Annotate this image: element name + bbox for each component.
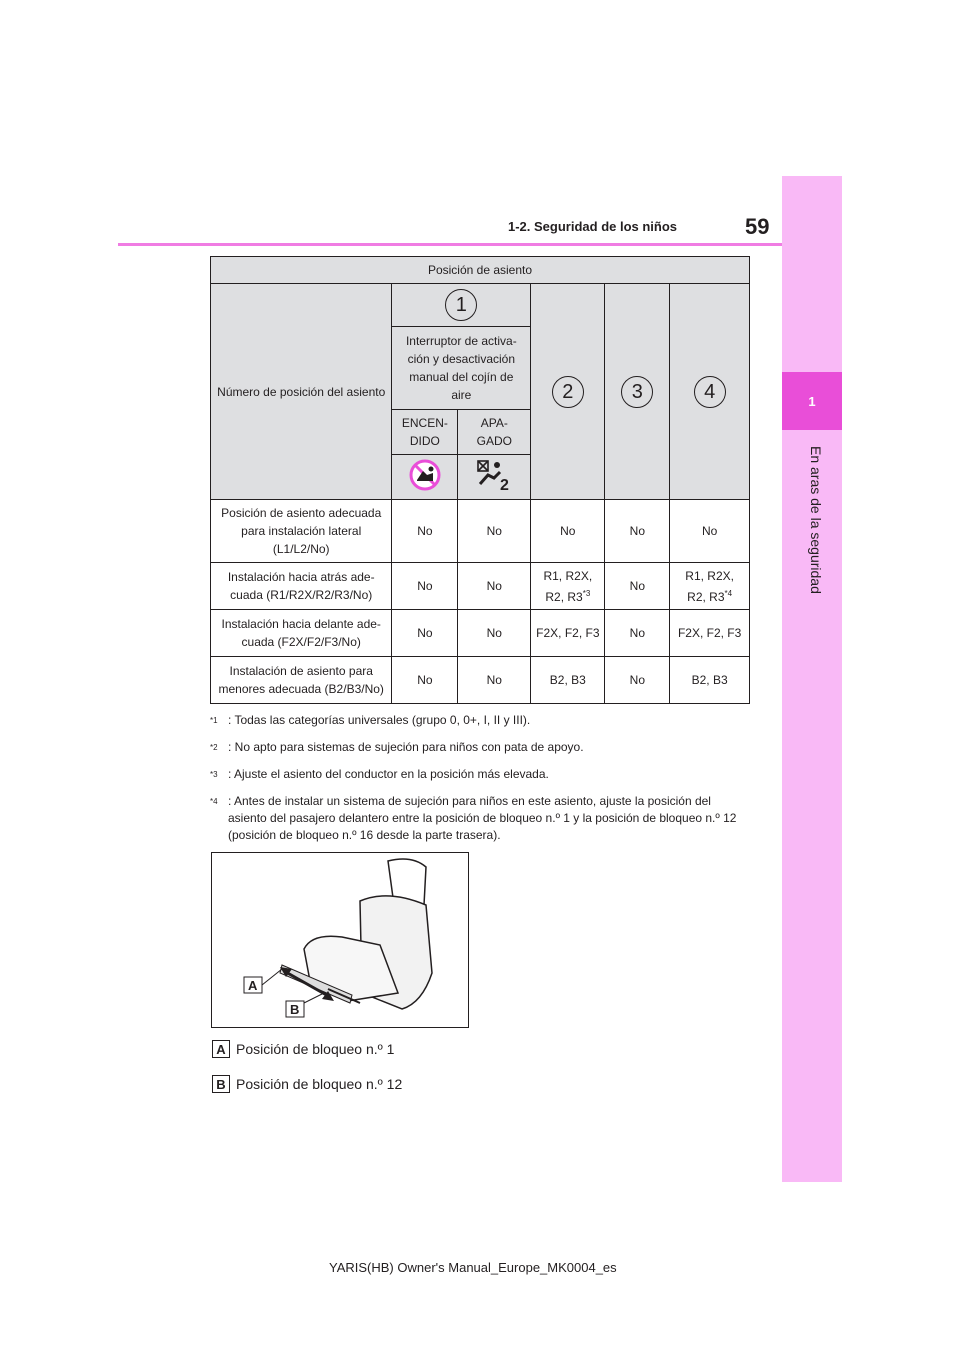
page-footer: YARIS(HB) Owner's Manual_Europe_MK0004_es bbox=[329, 1260, 617, 1275]
cell-text: R2, R3 bbox=[687, 589, 725, 604]
header-divider bbox=[118, 243, 782, 246]
cell-text: R2, R3 bbox=[545, 589, 583, 604]
airbag-switch-line-3: manual del cojín de bbox=[409, 370, 514, 384]
airbag-switch-line-2: ción y desactivación bbox=[407, 352, 516, 366]
table-cell: No bbox=[605, 657, 670, 704]
row-label-line: menores adecuada (B2/B3/No) bbox=[218, 682, 384, 696]
footnote-1 bbox=[210, 712, 750, 733]
airbag-on-icon-cell bbox=[392, 455, 458, 500]
row-label-line: Instalación hacia atrás ade- bbox=[227, 570, 375, 584]
position-2-icon: 2 bbox=[552, 376, 584, 408]
table-cell: No bbox=[605, 563, 670, 610]
footnote-text: : No apto para sistemas de sujeción para niños con pata de apoyo. bbox=[228, 740, 584, 754]
row-label-line: Posición de asiento adecuada bbox=[221, 506, 382, 520]
position-3-icon: 3 bbox=[621, 376, 653, 408]
chapter-title: En aras de la seguridad bbox=[808, 446, 824, 594]
footnote-4 bbox=[210, 793, 750, 844]
table-cell: F2X, F2, F3 bbox=[670, 610, 750, 657]
figure-label-b: B bbox=[290, 1002, 300, 1017]
airbag-on-icon bbox=[407, 459, 443, 491]
table-cell: No bbox=[605, 500, 670, 563]
footnote-mark: *3 bbox=[210, 770, 218, 779]
switch-off-line-2: GADO bbox=[476, 434, 512, 448]
switch-on-line-2: DIDO bbox=[409, 434, 440, 448]
legend-item-a bbox=[212, 1040, 394, 1058]
footnote-text: : Todas las categorías universales (grupo 0, 0+, I, II y III). bbox=[228, 713, 531, 727]
legend-key-b: B bbox=[212, 1075, 230, 1093]
position-1-icon: 1 bbox=[445, 289, 477, 321]
seat-position-table bbox=[210, 256, 750, 704]
table-cell: No bbox=[670, 500, 750, 563]
footnote-text: : Antes de instalar un sistema de sujeción para niños en este asiento, ajuste la posición del asiento del pasajero delantero entre la posición de bloqueo n.º 1 y la posición de bloqueo n.º 12 (posición de bloqueo n.º 16 desde la parte trasera). bbox=[228, 794, 737, 842]
table-cell: B2, B3 bbox=[670, 657, 750, 704]
table-cell: No bbox=[458, 500, 531, 563]
legend-key-a: A bbox=[212, 1040, 230, 1058]
table-cell: No bbox=[392, 657, 458, 704]
airbag-switch-line-1: Interruptor de activa- bbox=[405, 334, 517, 348]
chapter-side-tab bbox=[782, 176, 842, 1182]
switch-off-line-1: APA- bbox=[480, 416, 508, 430]
footnote-3 bbox=[210, 766, 750, 787]
row-label-line: Instalación hacia delante ade- bbox=[221, 617, 381, 631]
cell-line: R1, R2X, bbox=[685, 568, 734, 583]
position-2-cell bbox=[531, 284, 605, 500]
table-cell: No bbox=[458, 563, 531, 610]
table-cell: No bbox=[392, 500, 458, 563]
row-label-line: para instalación lateral bbox=[241, 524, 362, 538]
seat-illustration bbox=[212, 853, 468, 1027]
cell-line bbox=[534, 585, 601, 606]
footnote-2 bbox=[210, 739, 750, 760]
airbag-switch-label bbox=[392, 327, 531, 410]
footnotes bbox=[210, 712, 750, 850]
seat-lock-position-figure bbox=[211, 852, 469, 1028]
footnote-mark: *4 bbox=[210, 797, 218, 806]
row-label-line: (L1/L2/No) bbox=[272, 542, 330, 556]
position-4-icon: 4 bbox=[694, 376, 726, 408]
legend-text-b: Posición de bloqueo n.º 12 bbox=[236, 1076, 403, 1092]
row-label-line: cuada (F2X/F2/F3/No) bbox=[241, 635, 361, 649]
airbag-switch-line-4: aire bbox=[451, 388, 472, 402]
table-cell bbox=[531, 563, 605, 610]
svg-text:2: 2 bbox=[500, 476, 510, 492]
table-cell: F2X, F2, F3 bbox=[531, 610, 605, 657]
row-label-lateral bbox=[211, 500, 392, 563]
footnote-text: : Ajuste el asiento del conductor en la posición más elevada. bbox=[228, 767, 549, 781]
row-label-rear-facing bbox=[211, 563, 392, 610]
position-1-cell bbox=[392, 284, 531, 327]
page-number: 59 bbox=[745, 214, 770, 239]
row-label-forward-facing bbox=[211, 610, 392, 657]
seat-position-number-header: Número de posición del asiento bbox=[211, 284, 392, 500]
legend-item-b bbox=[212, 1075, 402, 1093]
section-title: 1-2. Seguridad de los niños bbox=[508, 219, 678, 234]
table-cell: No bbox=[605, 610, 670, 657]
footnote-ref: *4 bbox=[724, 588, 733, 598]
table-cell: B2, B3 bbox=[531, 657, 605, 704]
row-label-line: Instalación de asiento para bbox=[229, 664, 373, 678]
table-cell: No bbox=[392, 610, 458, 657]
footnote-mark: *2 bbox=[210, 743, 218, 752]
switch-on-line-1: ENCEN- bbox=[401, 416, 448, 430]
chapter-number: 1 bbox=[782, 372, 842, 430]
footnote-ref: *3 bbox=[582, 588, 591, 598]
airbag-off-icon bbox=[474, 458, 514, 492]
row-label-line: cuada (R1/R2X/R2/R3/No) bbox=[230, 588, 373, 602]
switch-on-label bbox=[392, 410, 458, 455]
figure-label-a: A bbox=[248, 978, 258, 993]
table-cell: No bbox=[458, 610, 531, 657]
legend-text-a: Posición de bloqueo n.º 1 bbox=[236, 1041, 395, 1057]
footnote-mark: *1 bbox=[210, 716, 218, 725]
table-cell: No bbox=[531, 500, 605, 563]
switch-off-label bbox=[458, 410, 531, 455]
cell-line: R1, R2X, bbox=[543, 568, 593, 583]
table-caption: Posición de asiento bbox=[211, 257, 750, 284]
position-3-cell bbox=[605, 284, 670, 500]
airbag-off-icon-cell bbox=[458, 455, 531, 500]
position-4-cell bbox=[670, 284, 750, 500]
table-cell bbox=[670, 563, 750, 610]
table-cell: No bbox=[392, 563, 458, 610]
cell-line bbox=[673, 585, 746, 606]
row-label-booster bbox=[211, 657, 392, 704]
table-cell: No bbox=[458, 657, 531, 704]
